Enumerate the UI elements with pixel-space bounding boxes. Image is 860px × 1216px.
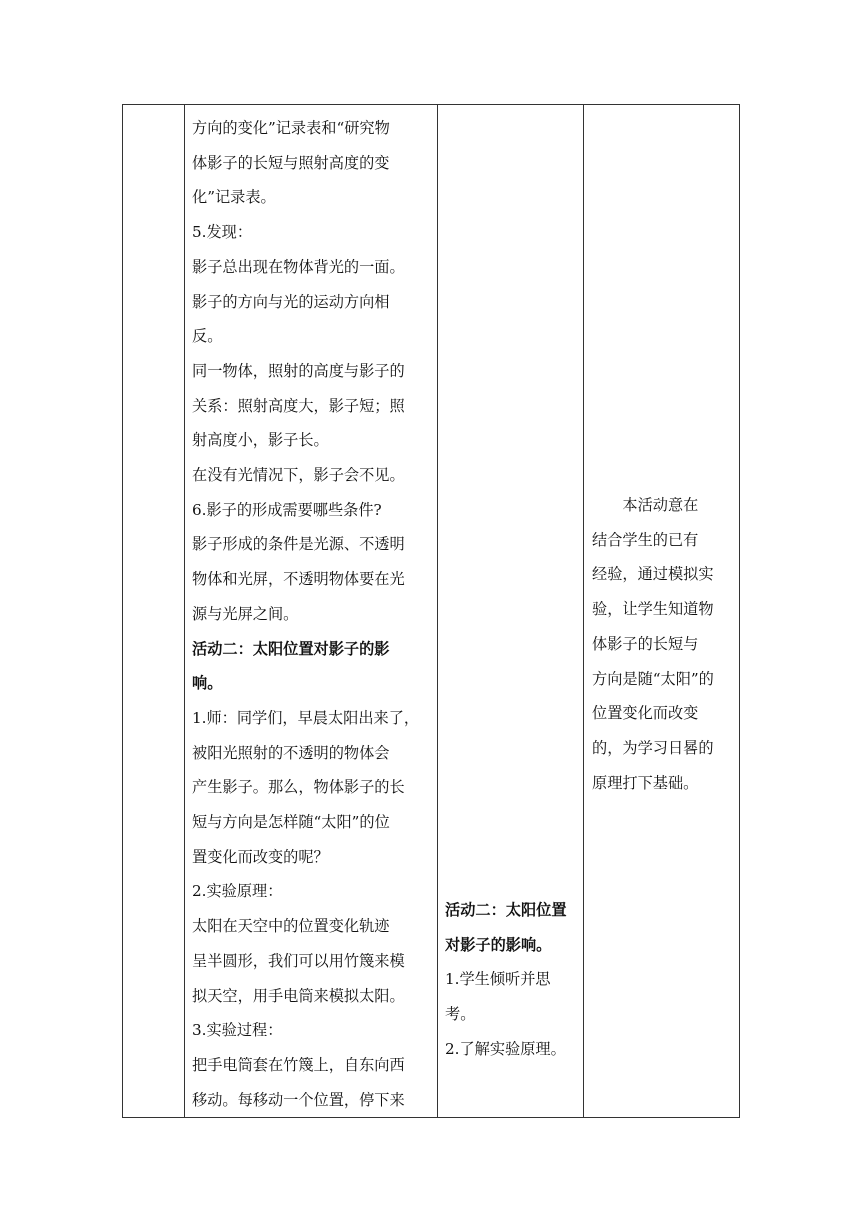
table-row [123, 105, 740, 1118]
text-line: 2.实验原理： [192, 882, 283, 901]
text-line: 拟天空，用手电筒来模拟太阳。 [192, 986, 405, 1005]
text-line: 方向的变化”记录表和“研究物 [192, 119, 390, 137]
text-line: 验，让学生知道物 [592, 600, 714, 619]
text-line: 化”记录表。 [192, 188, 276, 207]
teacher-activity-cell [185, 105, 438, 1118]
text-line: 产生影子。那么，物体影子的长 [192, 778, 405, 797]
text-line: 体影子的长短与照射高度的变 [192, 153, 390, 172]
text-line: 置变化而改变的呢？ [192, 847, 329, 866]
text-line: 被阳光照射的不透明的物体会 [192, 743, 390, 762]
text-line: 1.学生倾听并思 [445, 970, 551, 989]
text-line: 位置变化而改变 [592, 704, 699, 723]
text-line: 移动。每移动一个位置，停下来 [192, 1090, 405, 1109]
design-intent-text [584, 105, 739, 800]
design-intent-cell [584, 105, 740, 1118]
text-line: 呈半圆形，我们可以用竹篾来模 [192, 951, 405, 970]
text-line: 同一物体，照射的高度与影子的 [192, 361, 405, 380]
teacher-activity-text [185, 105, 437, 1117]
text-line: 5.发现： [192, 223, 253, 242]
text-line: 1.师：同学们，早晨太阳出来了， [192, 708, 420, 727]
text-line: 射高度小，影子长。 [192, 431, 329, 450]
text-line: 影子的方向与光的运动方向相 [192, 292, 390, 311]
text-line: 活动二：太阳位置对影子的影 [192, 639, 390, 658]
text-line: 对影子的影响。 [445, 935, 552, 954]
text-line: 响。 [192, 674, 223, 693]
text-line: 短与方向是怎样随“太阳”的位 [192, 813, 390, 832]
text-line: 活动二：太阳位置 [445, 901, 567, 919]
text-line: 影子总出现在物体背光的一面。 [192, 257, 405, 276]
text-line: 6.影子的形成需要哪些条件? [192, 500, 382, 519]
text-line: 的，为学习日晷的 [592, 738, 714, 757]
student-activity-cell [438, 105, 584, 1118]
text-line: 把手电筒套在竹篾上，自东向西 [192, 1055, 405, 1074]
text-line: 考。 [445, 1005, 476, 1024]
text-line: 物体和光屏，不透明物体要在光 [192, 570, 405, 589]
text-line: 2.了解实验原理。 [445, 1039, 566, 1058]
text-line: 源与光屏之间。 [192, 604, 299, 623]
text-line: 本活动意在 [592, 496, 699, 514]
text-line: 在没有光情况下，影子会不见。 [192, 466, 405, 485]
text-line: 体影子的长短与 [592, 634, 699, 653]
text-line: 方向是随“太阳”的 [592, 669, 714, 688]
text-line: 原理打下基础。 [592, 773, 699, 792]
text-line: 太阳在天空中的位置变化轨迹 [192, 917, 390, 936]
text-line: 反。 [192, 327, 223, 346]
text-line: 影子形成的条件是光源、不透明 [192, 535, 405, 554]
text-line: 3.实验过程： [192, 1021, 283, 1040]
lesson-plan-table [122, 104, 740, 1118]
text-line: 关系：照射高度大，影子短；照 [192, 396, 405, 415]
student-activity-text [438, 105, 583, 1067]
column-1-cell [123, 105, 185, 1118]
text-line: 经验，通过模拟实 [592, 565, 714, 584]
text-line: 结合学生的已有 [592, 530, 699, 549]
